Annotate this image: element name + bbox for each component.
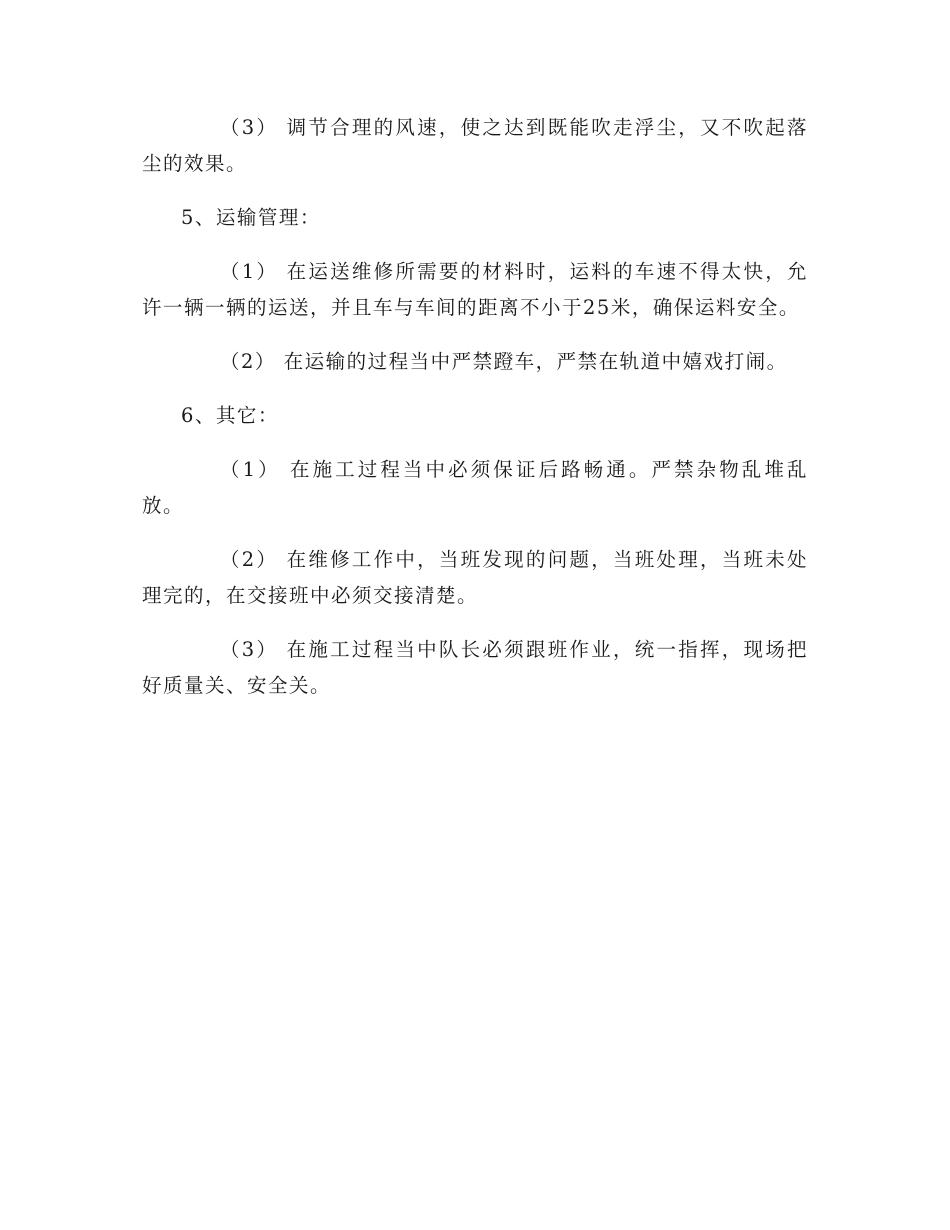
paragraph-item-3-supervision: （3） 在施工过程当中队长必须跟班作业，统一指挥，现场把好质量关、安全关。 <box>142 638 808 697</box>
paragraph-item-3-wind-speed: （3） 调节合理的风速，使之达到既能吹走浮尘，又不吹起落尘的效果。 <box>142 116 808 175</box>
paragraph-item-1-clear-path: （1） 在施工过程当中必须保证后路畅通。严禁杂物乱堆乱放。 <box>142 458 808 517</box>
paragraph-item-1-material-transport: （1） 在运送维修所需要的材料时，运料的车速不得太快，允许一辆一辆的运送，并且车与车间的距离不小于25米，确保运料安全。 <box>142 260 808 319</box>
section-heading-transport: 5、运输管理： <box>181 206 321 229</box>
document-page <box>142 110 808 722</box>
paragraph-item-2-shift-handover: （2） 在维修工作中，当班发现的问题，当班处理，当班未处理完的，在交接班中必须交接清楚。 <box>142 548 808 607</box>
paragraph-item-2-no-riding: （2） 在运输的过程当中严禁蹬车，严禁在轨道中嬉戏打闹。 <box>220 350 788 373</box>
section-heading-other: 6、其它： <box>181 404 279 427</box>
